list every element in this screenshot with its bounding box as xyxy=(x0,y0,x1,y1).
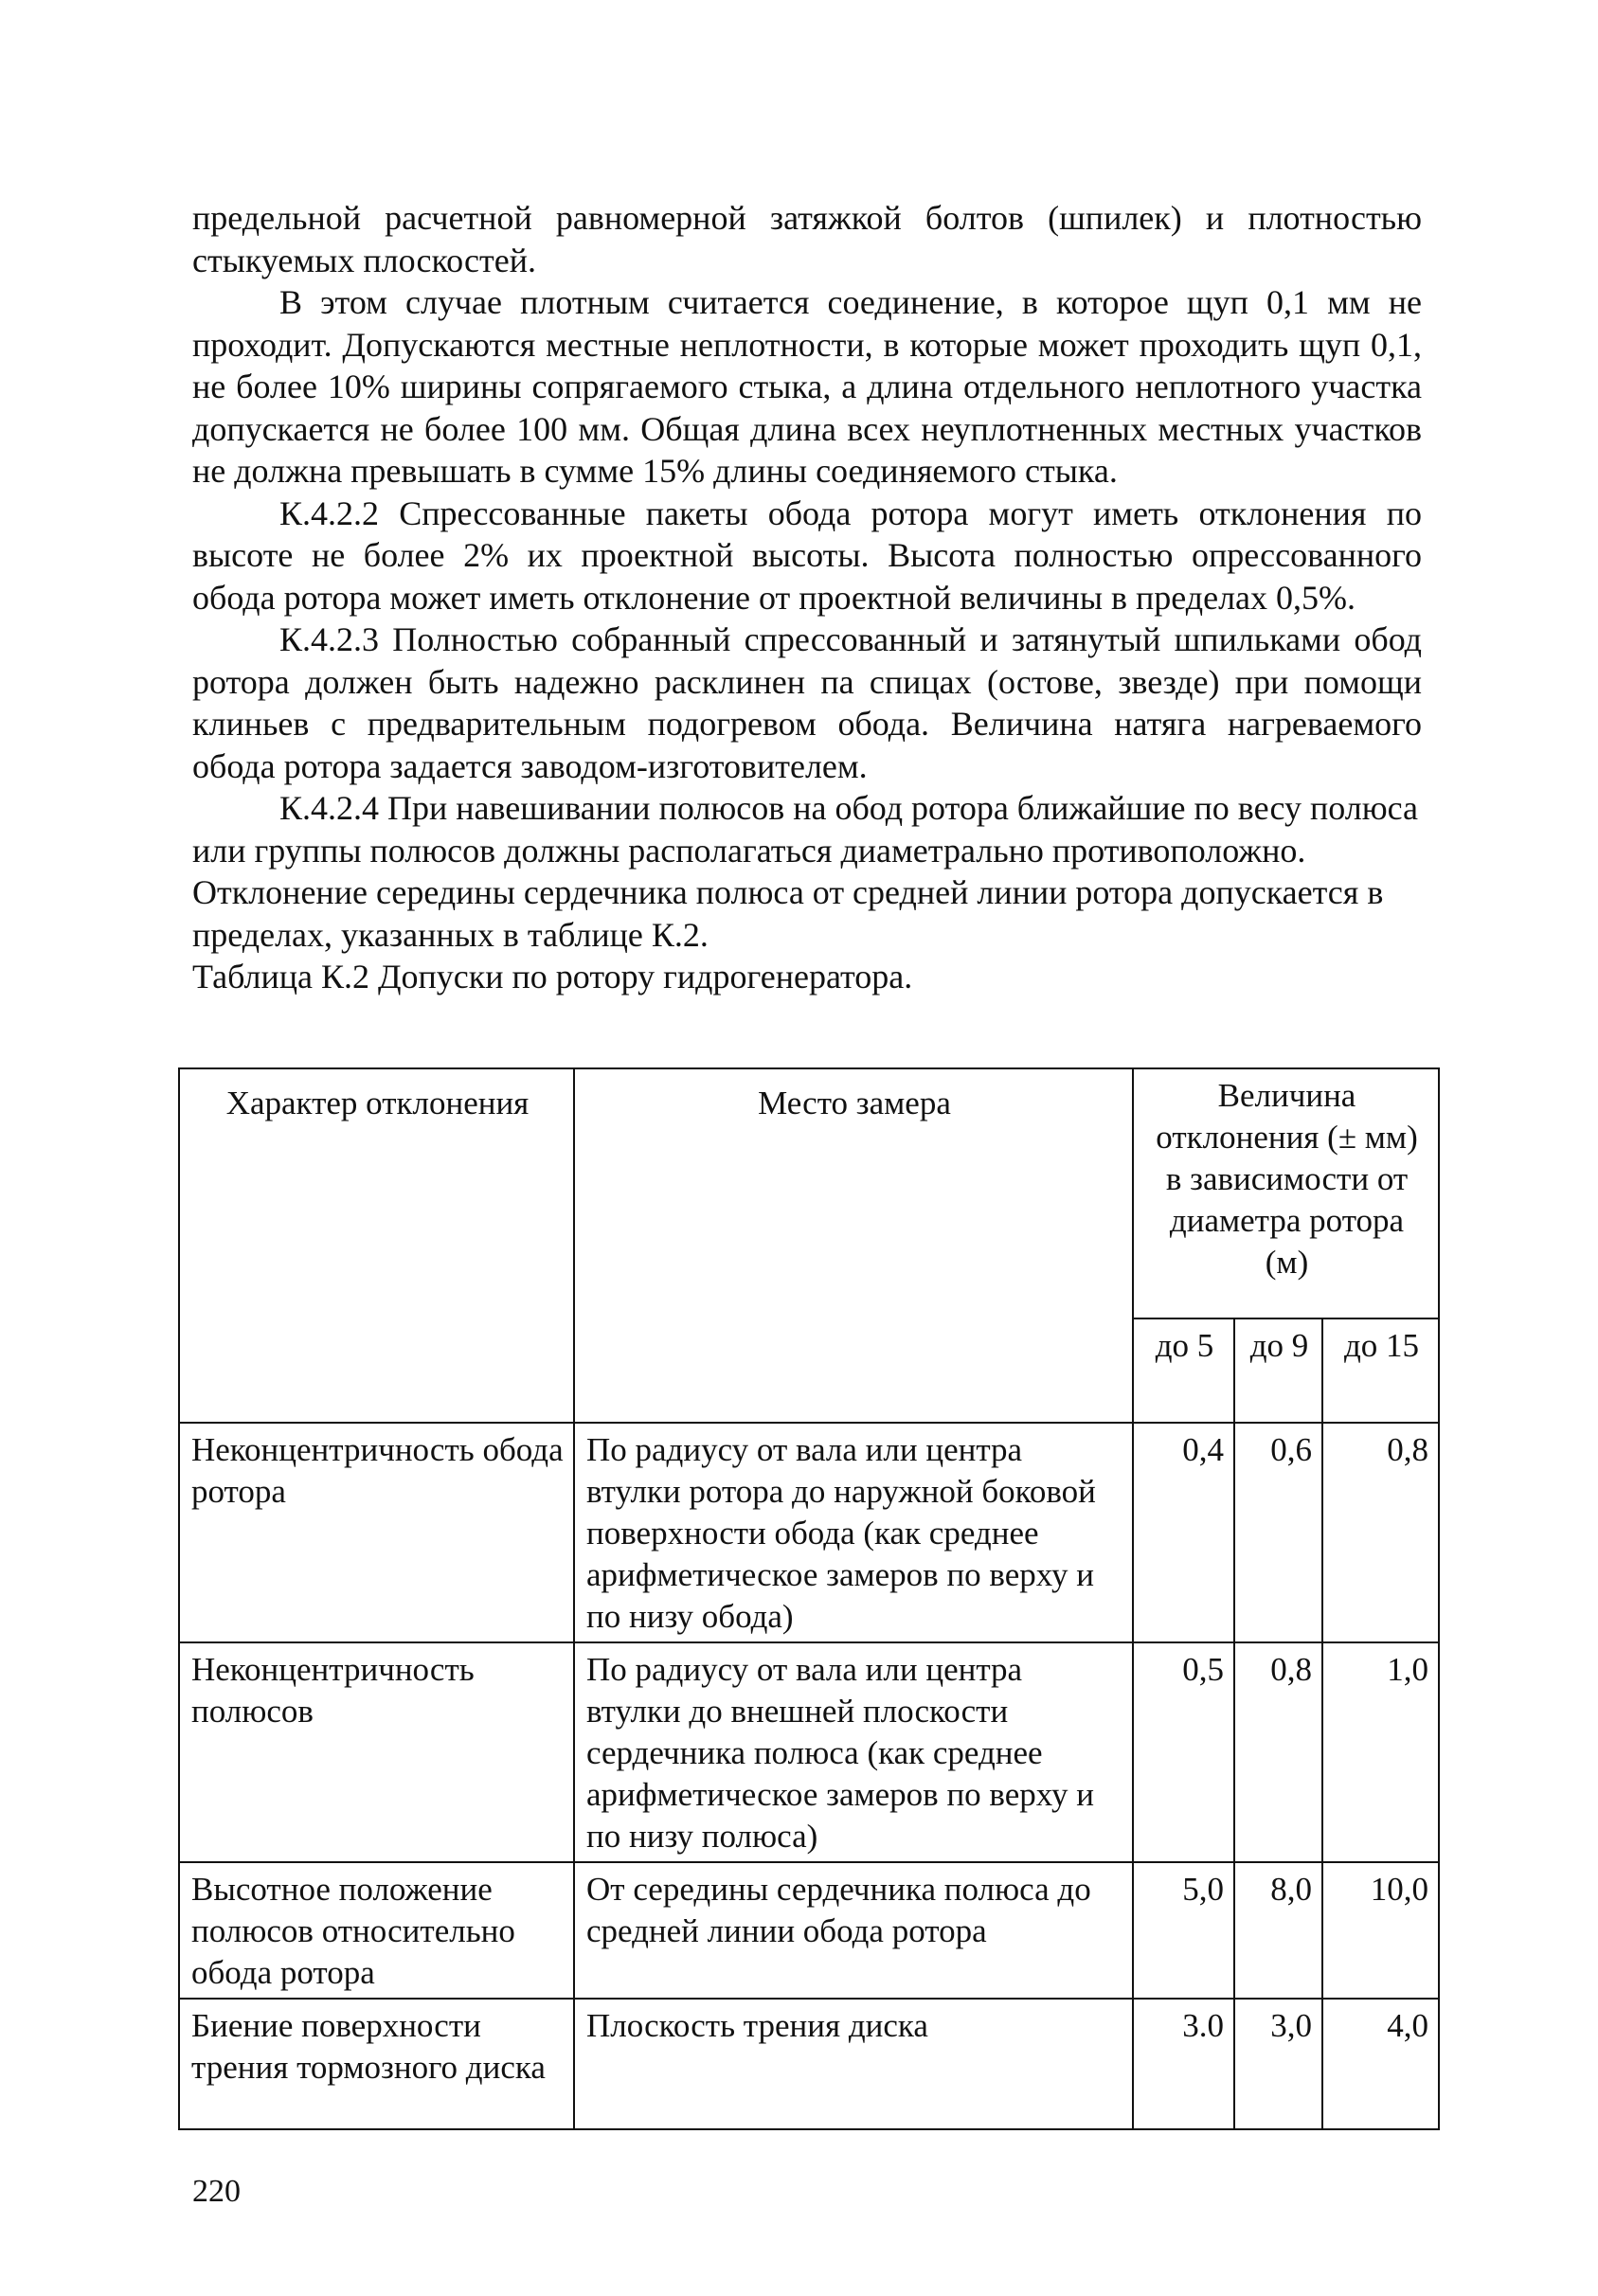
paragraph-tightness: В этом случае плотным считается соединение, в которое щуп 0,1 мм не проходит. Допускаются местные неплотности, в которые может проходить щуп 0,1, не более 10% ширины сопрягаемого стыка, а длина отдельного неплотного участка допускается не более 100 мм. Общая длина всех неуплотненных местных участков не должна превышать в сумме 15% длины соединяемого стыка. xyxy=(192,283,1422,490)
table-caption: Таблица К.2 Допуски по ротору гидрогенератора. xyxy=(192,958,913,996)
cell-d5: 5,0 xyxy=(1133,1862,1234,1999)
cell-d9: 0,8 xyxy=(1234,1642,1322,1862)
paragraph-k424: К.4.2.4 При навешивании полюсов на обод ротора ближайшие по весу полюса или группы полюсов должны располагаться диаметрально противоположно. Отклонение середины сердечника полюса от средней линии ротора допускается в пределах, указанных в таблице К.2. xyxy=(192,789,1419,954)
cell-d5: 0,5 xyxy=(1133,1642,1234,1862)
cell-d15: 4,0 xyxy=(1322,1999,1439,2129)
cell-location: По радиусу от вала или центра втулки ротора до наружной боковой поверхности обода (как среднее арифметическое замеров по верху и по низу обода) xyxy=(574,1423,1133,1642)
cell-d9: 8,0 xyxy=(1234,1862,1322,1999)
cell-d5: 0,4 xyxy=(1133,1423,1234,1642)
cell-d9: 3,0 xyxy=(1234,1999,1322,2129)
paragraph-continuation: предельной расчетной равномерной затяжкой болтов (шпилек) и плотностью стыкуемых плоскостей. xyxy=(192,199,1422,279)
cell-location: По радиусу от вала или центра втулки до внешней плоскости сердечника полюса (как среднее арифметическое замеров по верху и по низу полюса) xyxy=(574,1642,1133,1862)
table-row xyxy=(179,1642,1439,1862)
header-value: Величина отклонения (± мм) в зависимости от диаметра ротора (м) xyxy=(1133,1068,1439,1318)
cell-d15: 1,0 xyxy=(1322,1642,1439,1862)
tolerance-table xyxy=(178,1067,1440,2130)
table-header-row xyxy=(179,1068,1439,1318)
cell-d15: 0,8 xyxy=(1322,1423,1439,1642)
cell-deviation: Неконцентричность полюсов xyxy=(179,1642,574,1862)
table-row xyxy=(179,1423,1439,1642)
header-d5: до 5 xyxy=(1133,1318,1234,1423)
cell-deviation: Биение поверхности трения тормозного диска xyxy=(179,1999,574,2129)
table-row xyxy=(179,1999,1439,2129)
table-row xyxy=(179,1862,1439,1999)
body-text xyxy=(192,197,1422,998)
cell-d15: 10,0 xyxy=(1322,1862,1439,1999)
header-d9: до 9 xyxy=(1234,1318,1322,1423)
page-number: 220 xyxy=(192,2174,241,2209)
cell-deviation: Высотное положение полюсов относительно обода ротора xyxy=(179,1862,574,1999)
header-d15: до 15 xyxy=(1322,1318,1439,1423)
paragraph-k423: К.4.2.3 Полностью собранный спрессованный и затянутый шпильками обод ротора должен быть надежно расклинен па спицах (остове, звезде) при помощи клиньев с предварительным подогревом обода. Величина натяга нагреваемого обода ротора задается заводом-изготовителем. xyxy=(192,620,1422,785)
header-deviation: Характер отклонения xyxy=(179,1068,574,1423)
cell-d9: 0,6 xyxy=(1234,1423,1322,1642)
paragraph-k422: К.4.2.2 Спрессованные пакеты обода ротора могут иметь отклонения по высоте не более 2% их проектной высоты. Высота полностью опрессованного обода ротора может иметь отклонение от проектной величины в пределах 0,5%. xyxy=(192,493,1422,617)
cell-d5: 3.0 xyxy=(1133,1999,1234,2129)
cell-location: Плоскость трения диска xyxy=(574,1999,1133,2129)
header-location: Место замера xyxy=(574,1068,1133,1423)
cell-deviation: Неконцентричность обода ротора xyxy=(179,1423,574,1642)
cell-location: От середины сердечника полюса до средней линии обода ротора xyxy=(574,1862,1133,1999)
